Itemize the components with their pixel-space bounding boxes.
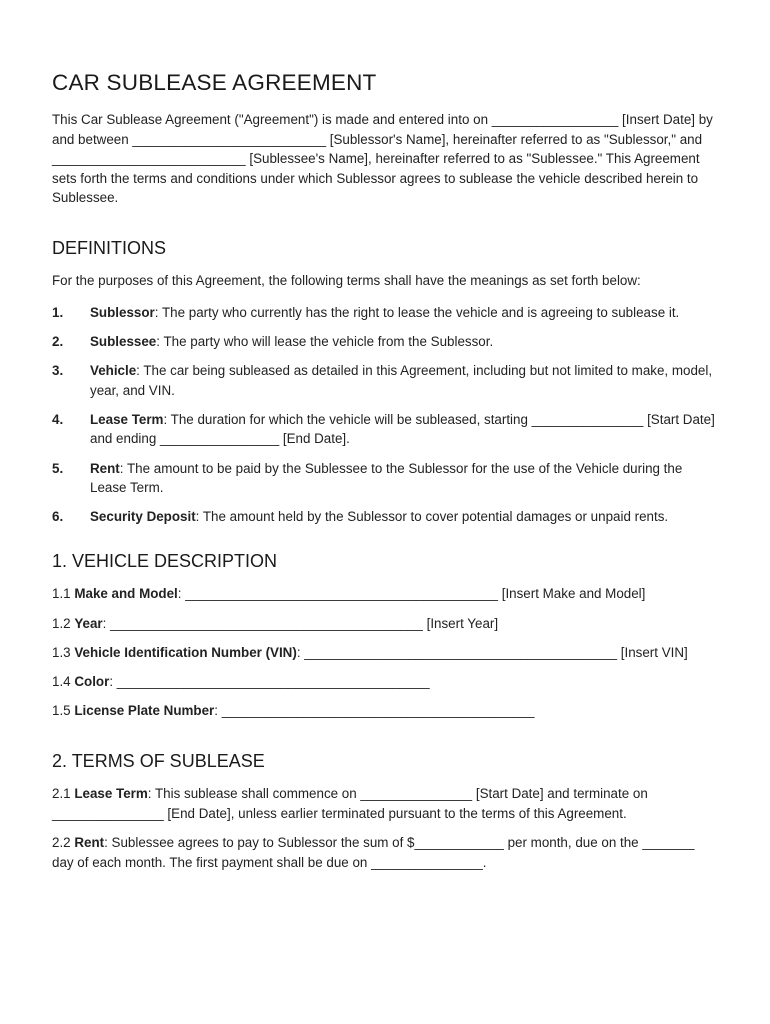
field-number: 1.3	[52, 644, 75, 660]
field-number: 1.2	[52, 615, 75, 631]
definition-number: 5.	[52, 460, 64, 476]
field-blank: : __________________________________________	[214, 703, 535, 719]
field-color	[52, 672, 718, 692]
definitions-heading: DEFINITIONS	[52, 237, 167, 258]
field-blank: : __________________________________________ [Insert Make and Model]	[177, 586, 646, 602]
definition-item	[52, 332, 718, 352]
definition-number: 1.	[52, 304, 64, 320]
definition-text: : The amount to be paid by the Sublessee to the Sublessor for the use of the Vehicle during the Lease Term.	[90, 460, 683, 496]
field-vin	[52, 643, 718, 663]
field-blank: : __________________________________________ [Insert VIN]	[296, 644, 688, 660]
vehicle-description-heading: 1. VEHICLE DESCRIPTION	[52, 551, 278, 572]
definition-text: : The car being subleased as detailed in this Agreement, including but not limited to make, model, year, and VIN.	[90, 362, 713, 398]
definition-item	[52, 303, 718, 323]
definition-item	[52, 410, 718, 449]
definition-text: : The duration for which the vehicle will be subleased, starting _______________ [Start Date] and ending ________________ [End Date].	[90, 411, 715, 447]
definition-text: : The party who currently has the right to lease the vehicle and is agreeing to sublease it.	[154, 304, 680, 320]
definition-term: Sublessor	[90, 304, 155, 320]
definitions-lead: For the purposes of this Agreement, the following terms shall have the meanings as set forth below:	[52, 272, 641, 288]
definition-number: 2.	[52, 333, 64, 349]
terms-heading: 2. TERMS OF SUBLEASE	[52, 751, 265, 772]
definition-item	[52, 361, 718, 400]
clause-label: Rent	[74, 835, 105, 851]
field-blank: : __________________________________________ [Insert Year]	[102, 615, 499, 631]
definition-item	[52, 459, 718, 498]
definition-term: Vehicle	[90, 362, 137, 378]
clause-text: : Sublessee agrees to pay to Sublessor the sum of $____________ per month, due on the _______ day of each month. The first payment shall be due on _______________.	[52, 835, 695, 870]
definition-term: Rent	[90, 460, 120, 476]
field-label: License Plate Number	[74, 703, 215, 719]
clause-lease-term	[52, 784, 718, 823]
field-make-model	[52, 584, 718, 604]
field-number: 1.5	[52, 703, 75, 719]
definition-text: : The amount held by the Sublessor to cover potential damages or unpaid rents.	[195, 509, 669, 525]
field-year	[52, 614, 718, 634]
clause-number: 2.2	[52, 835, 75, 851]
field-license-plate	[52, 701, 718, 721]
definition-item	[52, 507, 718, 527]
field-number: 1.1	[52, 586, 75, 602]
clause-rent	[52, 833, 718, 872]
document-title: CAR SUBLEASE AGREEMENT	[52, 70, 377, 95]
definitions-list	[52, 303, 718, 527]
definition-term: Security Deposit	[90, 509, 196, 525]
definition-term: Sublessee	[90, 333, 157, 349]
field-label: Make and Model	[74, 586, 178, 602]
field-label: Vehicle Identification Number (VIN)	[74, 644, 297, 660]
clause-label: Lease Term	[74, 786, 148, 802]
definition-number: 4.	[52, 411, 64, 427]
field-label: Color	[74, 674, 110, 690]
definition-number: 6.	[52, 509, 64, 525]
field-number: 1.4	[52, 674, 75, 690]
definition-term: Lease Term	[90, 411, 164, 427]
intro-paragraph: This Car Sublease Agreement ("Agreement") is made and entered into on _________________ [Insert Date] by and between __________________________ [Sublessor's Name], hereinafter referred to as "Sublessor," and __________________________ [Sublessee's Name], hereinafter referred to as "Sublessee." This Agreement sets forth the terms and conditions under which Sublessor agrees to sublease the vehicle described herein to Sublessee.	[52, 112, 713, 206]
definition-text: : The party who will lease the vehicle from the Sublessor.	[156, 333, 494, 349]
field-blank: : __________________________________________	[109, 674, 430, 690]
definition-number: 3.	[52, 362, 64, 378]
clause-text: : This sublease shall commence on _______________ [Start Date] and terminate on _______________ [End Date], unless earlier terminated pursuant to the terms of this Agreement.	[52, 786, 648, 821]
clause-number: 2.1	[52, 786, 75, 802]
field-label: Year	[74, 615, 103, 631]
